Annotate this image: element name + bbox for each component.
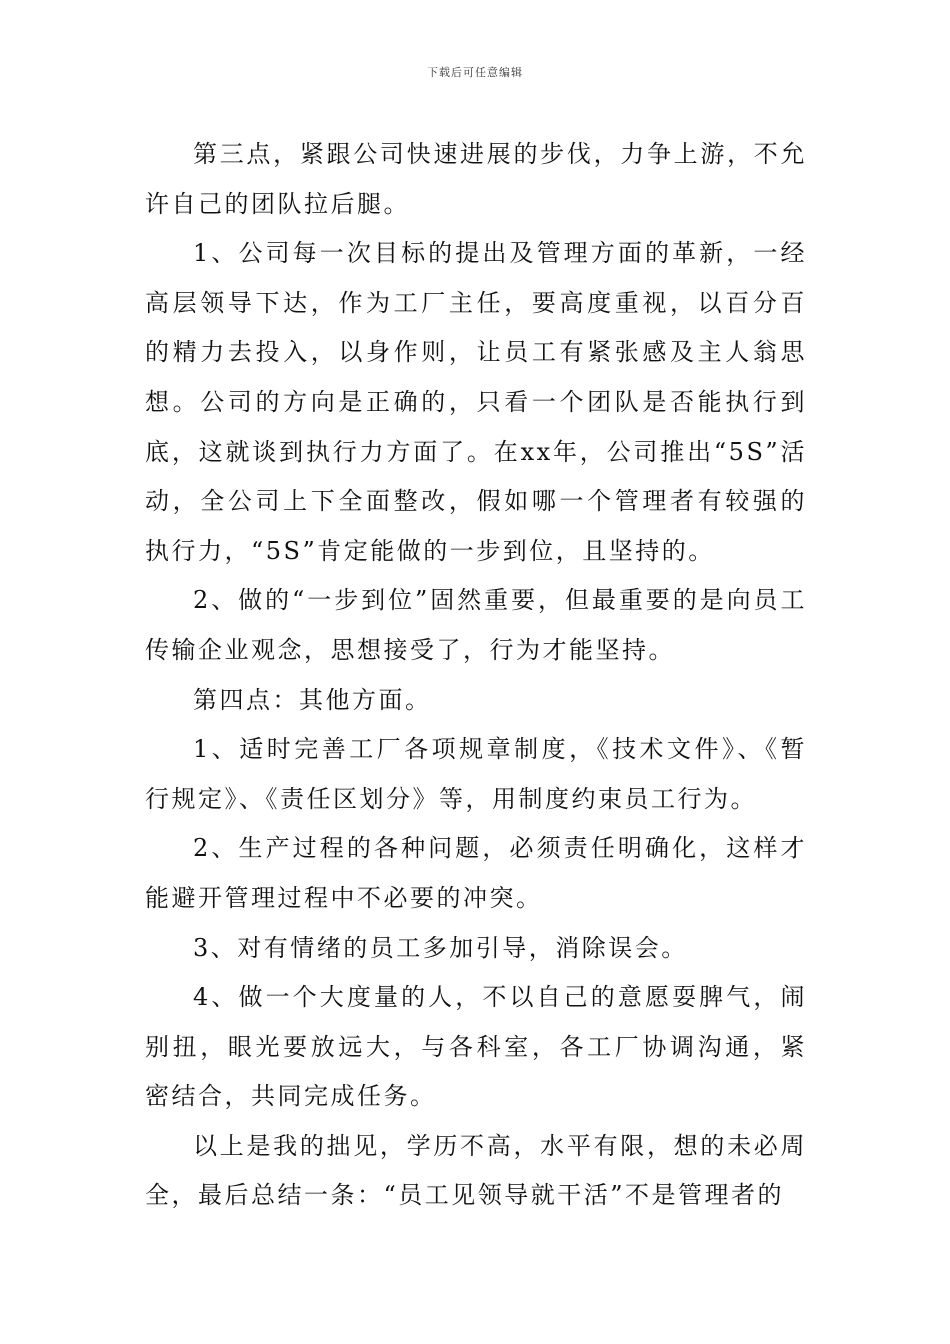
paragraph: 以上是我的拙见，学历不高，水平有限，想的未必周全，最后总结一条：“员工见领导就干活”不是管理者的 xyxy=(145,1131,807,1210)
paragraph: 第三点，紧跟公司快速进展的步伐，力争上游，不允许自己的团队拉后腿。 xyxy=(145,140,807,218)
paragraph: 1、公司每一次目标的提出及管理方面的革新，一经高层领导下达，作为工厂主任，要高度重视，以百分百的精力去投入，以身作则，让员工有紧张感及主人翁思想。公司的方向是正确的，只看一个团队是否能执行到底，这就谈到执行力方面了。在xx年，公司推出“5S”活动，全公司上下全面整改，假如哪一个管理者有较强的执行力，“5S”肯定能做的一步到位，且坚持的。 xyxy=(145,239,807,565)
paragraph: 2、生产过程的各种问题，必须责任明确化，这样才能避开管理过程中不必要的冲突。 xyxy=(145,834,807,912)
paragraph: 2、做的“一步到位”固然重要，但最重要的是向员工传输企业观念，思想接受了，行为才能坚持。 xyxy=(145,586,807,664)
paragraph: 4、做一个大度量的人，不以自己的意愿耍脾气，闹别扭，眼光要放远大，与各科室，各工厂协调沟通，紧密结合，共同完成任务。 xyxy=(145,983,807,1111)
paragraph: 第四点：其他方面。 xyxy=(193,685,432,714)
document-body xyxy=(145,130,807,1221)
paragraph: 1、适时完善工厂各项规章制度，《技术文件》、《暂行规定》、《责任区划分》等，用制度约束员工行为。 xyxy=(145,735,807,813)
paragraph: 3、对有情绪的员工多加引导，消除误会。 xyxy=(193,933,688,962)
page-header: 下载后可任意编辑 xyxy=(427,66,523,79)
